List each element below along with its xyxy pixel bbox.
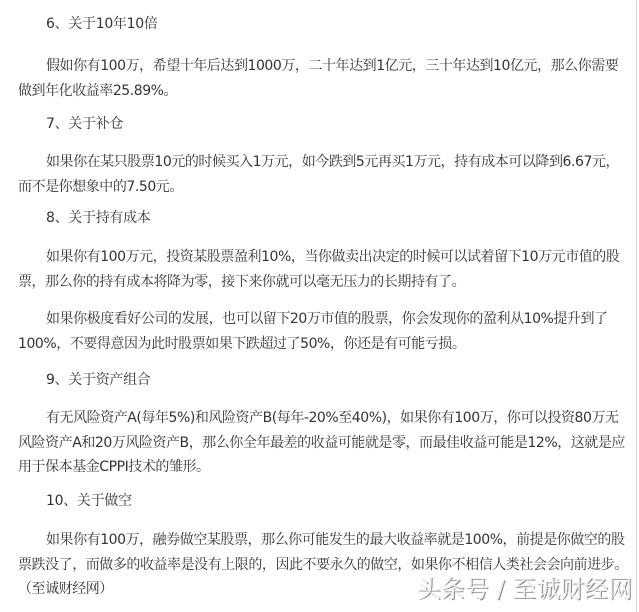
section-paragraph: 如果你有100万，融券做空某股票，那么你可能发生的最大收益率就是100%，前提是你做空的股票跌没了，而做多的收益率是没有上限的，因此不要永久的做空，如果你不相信人类社会会向前进步。（至诚财经网）	[18, 532, 628, 597]
section-paragraph: 如果你在某只股票10元的时候买入1万元，如今跌到5元再买1万元，持有成本可以降到6.67元，而不是你想象中的7.50元。	[18, 154, 620, 195]
section-heading-short-selling: 10、关于做空	[46, 493, 132, 509]
section-heading-10x-in-10-years: 6、关于10年10倍	[46, 16, 158, 32]
section-paragraph: 如果你有100万元，投资某股票盈利10%，当你做卖出决定的时候可以试着留下10万元市值的股票，那么你的持有成本将降为零，接下来你就可以毫无压力的长期持有了。	[18, 249, 620, 290]
section-paragraph: 假如你有100万，希望十年后达到1000万，二十年达到1亿元，三十年达到10亿元，那么你需要做到年化收益率25.89%。	[18, 58, 619, 99]
section-heading-holding-cost: 8、关于持有成本	[46, 210, 151, 226]
section-heading-asset-allocation: 9、关于资产组合	[46, 372, 151, 388]
section-paragraph: 有无风险资产A(每年5%)和风险资产B(每年-20%至40%)，如果你有100万，你可以投资80万无风险资产A和20万风险资产B，那么你全年最差的收益可能就是零，而最佳收益可能是12%，这就是应用于保本基金CPPI技术的雏形。	[18, 410, 625, 475]
section-paragraph: 如果你极度看好公司的发展，也可以留下20万市值的股票，你会发现你的盈利从10%提升到了100%，不要得意因为此时股票如果下跌超过了50%，你还是有可能亏损。	[18, 311, 608, 352]
section-heading-averaging-down: 7、关于补仓	[46, 116, 124, 132]
watermark: 头条号 / 至诚财经网	[417, 575, 633, 603]
